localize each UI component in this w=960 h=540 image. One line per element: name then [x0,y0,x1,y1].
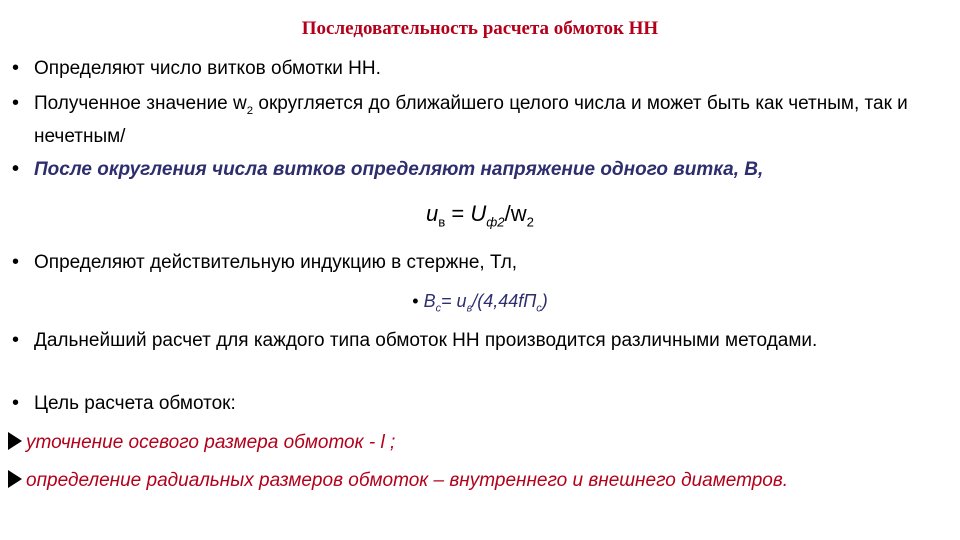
list-item-text: Дальнейший расчет для каждого типа обмоток НН производится различными методами. [34,330,818,351]
arrow-bullet-icon [8,470,22,488]
slide-title: Последовательность расчета обмоток НН [301,18,659,39]
list-item-text: Определяют число витков обмотки НН. [34,58,381,79]
bullet-icon: • [12,392,20,414]
list-item-7 [8,430,908,455]
list-item-6 [12,391,912,416]
bullet-icon: • [12,329,20,351]
list-item-text: После округления числа витков определяют напряжение одного витка, В, [34,159,764,180]
list-item-text: Цель расчета обмоток: [34,393,236,414]
list-item-2 [12,91,912,149]
bullet-icon: • [12,57,20,79]
list-item-5 [12,328,912,353]
formula-induction: • $B_c= u_в/(4,44fП_c)$ [412,291,548,315]
list-item-4 [12,250,912,275]
formula-turn-voltage: $u_в = U_{ф2}/w_2$ [426,201,534,230]
bullet-icon: • [12,251,20,273]
bullet-icon: • [12,92,20,114]
list-item-text: определение радиальных размеров обмоток – внутреннего и внешнего диаметров. [26,470,789,491]
list-item-text: уточнение осевого размера обмоток - l ; [26,432,396,453]
list-item-text: Полученное значение $w_2$ округляется до ближайшего целого числа и может быть как четным, так и нечетным/ [34,93,908,147]
arrow-bullet-icon [8,432,22,450]
list-item-8 [8,468,908,493]
list-item-3 [12,157,912,182]
list-item-text: Определяют действительную индукцию в стержне, Тл, [34,252,518,273]
list-item-1 [12,56,912,81]
bullet-icon: • [12,158,20,180]
